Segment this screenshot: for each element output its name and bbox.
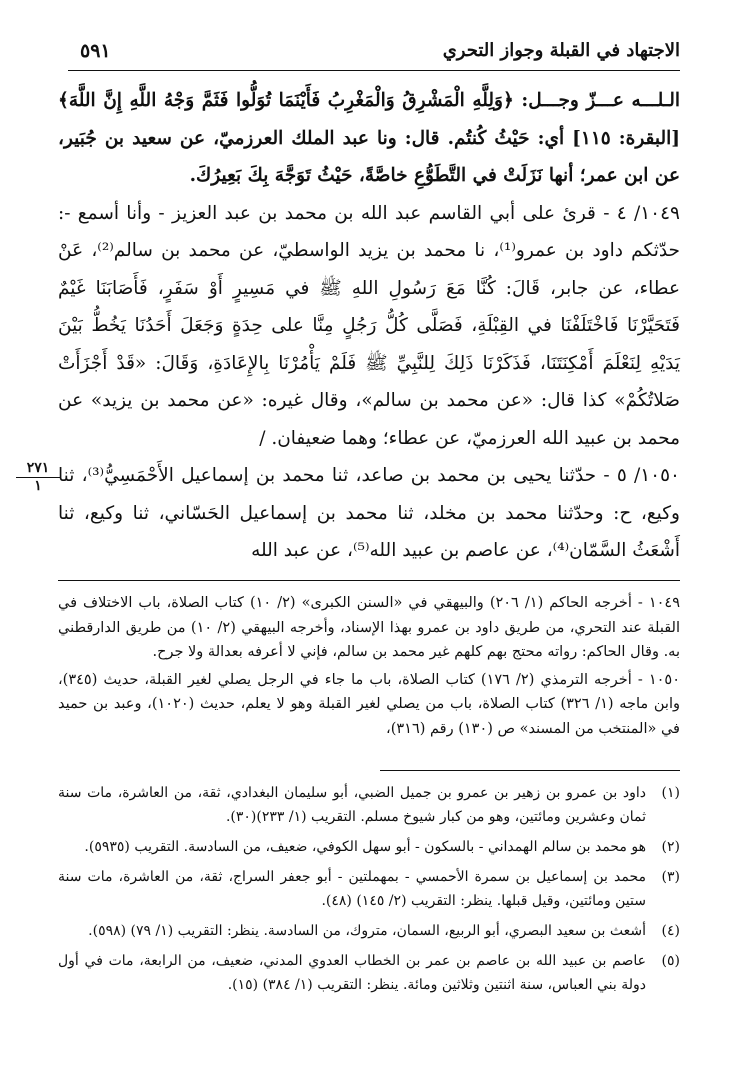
footnote-rule (380, 770, 680, 771)
takhrij-notes (58, 580, 680, 744)
footnote-text: أشعث بن سعيد البصري، أبو الربيع، السمان، متروك، من السادسة. ينظر: التقريب (١/ ٧٩) (٥٩٨). (88, 923, 646, 939)
footnote-item (58, 865, 680, 913)
footnote-text: داود بن عمرو بن زهير بن عمرو بن جميل الضبي، أبو سليمان البغدادي، ثقة، من العاشرة، مات سنة ثمان وعشرين ومائتين، وهو من كبار شيوخ مسلم. التقريب (١/ ٢٣٣)(٣٠). (58, 785, 646, 825)
footnote-number: (١) (661, 785, 680, 801)
footnote-text: هو محمد بن سالم الهمداني - بالسكون - أبو سهل الكوفي، ضعيف، من السادسة. التقريب (٥٩٣٥). (84, 839, 646, 855)
footnote-item (58, 835, 680, 859)
footnote-item (58, 919, 680, 943)
header-rule (68, 70, 680, 71)
takhrij-note-1050: ١٠٥٠ - أخرجه الترمذي (٢/ ١٧٦) كتاب الصلاة، باب ما جاء في الرجل يصلي لغير القبلة، حديث (٣٤٥)، وابن ماجه (١/ ٣٢٦) كتاب الصلاة، باب من يصلي لغير القبلة وهو لا يعلم، حديث (١٠٢٠)، وعبد بن حميد في «المنتخب من المسند» ص (١٣٠) رقم (٣١٦)، (58, 671, 680, 737)
takhrij-note-1049: ١٠٤٩ - أخرجه الحاكم (١/ ٢٠٦) والبيهقي في «السنن الكبرى» (٢/ ١٠) كتاب الصلاة، باب الاختلاف في القبلة عند التحري، من طريق داود بن عمرو بهذا الإسناد، وأخرجه البيهقي (٢/ ١٠) من طريق الدارقطني به. وقال الحاكم: رواته محتج بهم كلهم غير محمد بن سالم، فإني لا أعرفه بعدالة ولا جرح. (58, 595, 680, 660)
margin-manuscript-ref (16, 460, 60, 494)
paragraph-quran-verse: الـلـــه عـــزّ وجـــل: ﴿وَلِلَّهِ الْمَشْرِقُ وَالْمَغْرِبُ فَأَيْنَمَا تُوَلُّوا فَثَمَّ وَجْهُ اللَّهِ إِنَّ اللَّهَ﴾ [البقرة: ١١٥] أي: حَيْثُ كُنتُم. قال: ونا عبد الملك العرزميّ، عن سعيد بن جُبَير، عن ابن عمر؛ أنها نَزَلَتْ في التَّطَوُّعِ خاصَّةً، حَيْثُ تَوَجَّهَ بِكَ بَعِيرُكَ. (58, 90, 681, 186)
footnote-text: عاصم بن عبيد الله بن عاصم بن عمر بن الخطاب العدوي المدني، ضعيف، من الرابعة، مات في أول دولة بني العباس، سنة اثنتين وثلاثين ومائة. ينظر: التقريب (١/ ٣٨٤) (١٥). (58, 953, 646, 993)
footnote-item (58, 949, 680, 997)
footnotes (58, 770, 680, 1003)
footnote-number: (٥) (661, 953, 680, 969)
paragraph-hadith-1049: ١٠٤٩/ ٤ - قرئ على أبي القاسم عبد الله بن محمد بن عبد العزيز - وأنا أسمع -: حدّثكم داود بن عمرو⁽¹⁾، نا محمد بن يزيد الواسطيّ، عن محمد بن سالم⁽²⁾، عَنْ عطاء، عن جابر، قَالَ: كُنَّا مَعَ رَسُولِ اللهِ ﷺ في مَسِيرٍ أَوْ سَفَرٍ، فَأَصَابَنَا غَيْمٌ فَتَحَيَّرْنَا فَاخْتَلَفْنَا في القِبْلَةِ، فَصَلَّى كُلُّ رَجُلٍ مِنَّا على حِدَةٍ وَجَعَلَ أَحَدُنَا يَخُطُّ بَيْنَ يَدَيْهِ لِنَعْلَمَ أَمْكِنَتَنَا، فَذَكَرْنَا ذَلِكَ لِلنَّبِيِّ ﷺ فَلَمْ يَأْمُرْنَا بِالإِعَادَةِ، وَقَالَ: «قَدْ أَجْزَأَتْ صَلاتُكُمْ» كذا قال: «عن محمد بن سالم»، وقال غيره: «عن محمد بن يزيد» عن محمد بن عبيد الله العرزميّ، عن عطاء؛ وهما ضعيفان. / (58, 202, 680, 449)
footnote-text: محمد بن إسماعيل بن سمرة الأحمسي - بمهملتين - أبو جعفر السراج، ثقة، من العاشرة، مات سنة ستين ومائتين، وقيل قبلها. ينظر: التقريب (٢/ ١٤٥) (٤٨). (58, 869, 646, 909)
running-title: الاجتهاد في القبلة وجواز التحري (442, 40, 680, 61)
footnote-item (58, 781, 680, 829)
main-text (58, 82, 680, 570)
footnote-number: (٣) (661, 869, 680, 885)
paragraph-hadith-1050: ١٠٥٠/ ٥ - حدّثنا يحيى بن محمد بن صاعد، ثنا محمد بن إسماعيل الأَحْمَسِيُّ⁽³⁾، ثنا وكيع، ح: وحدّثنا محمد بن مخلد، ثنا محمد بن إسماعيل الحَسّاني، ثنا وكيع، ثنا أَشْعَثُ السَّمّان⁽⁴⁾، عن عاصم بن عبيد الله⁽⁵⁾، عن عبد الله (58, 465, 680, 561)
footnote-number: (٤) (661, 923, 680, 939)
page-number: ٥٩١ (80, 40, 111, 62)
margin-folio-side: ١ (34, 478, 42, 494)
margin-folio-number: ٢٧١ (16, 460, 60, 478)
footnote-number: (٢) (661, 839, 680, 855)
